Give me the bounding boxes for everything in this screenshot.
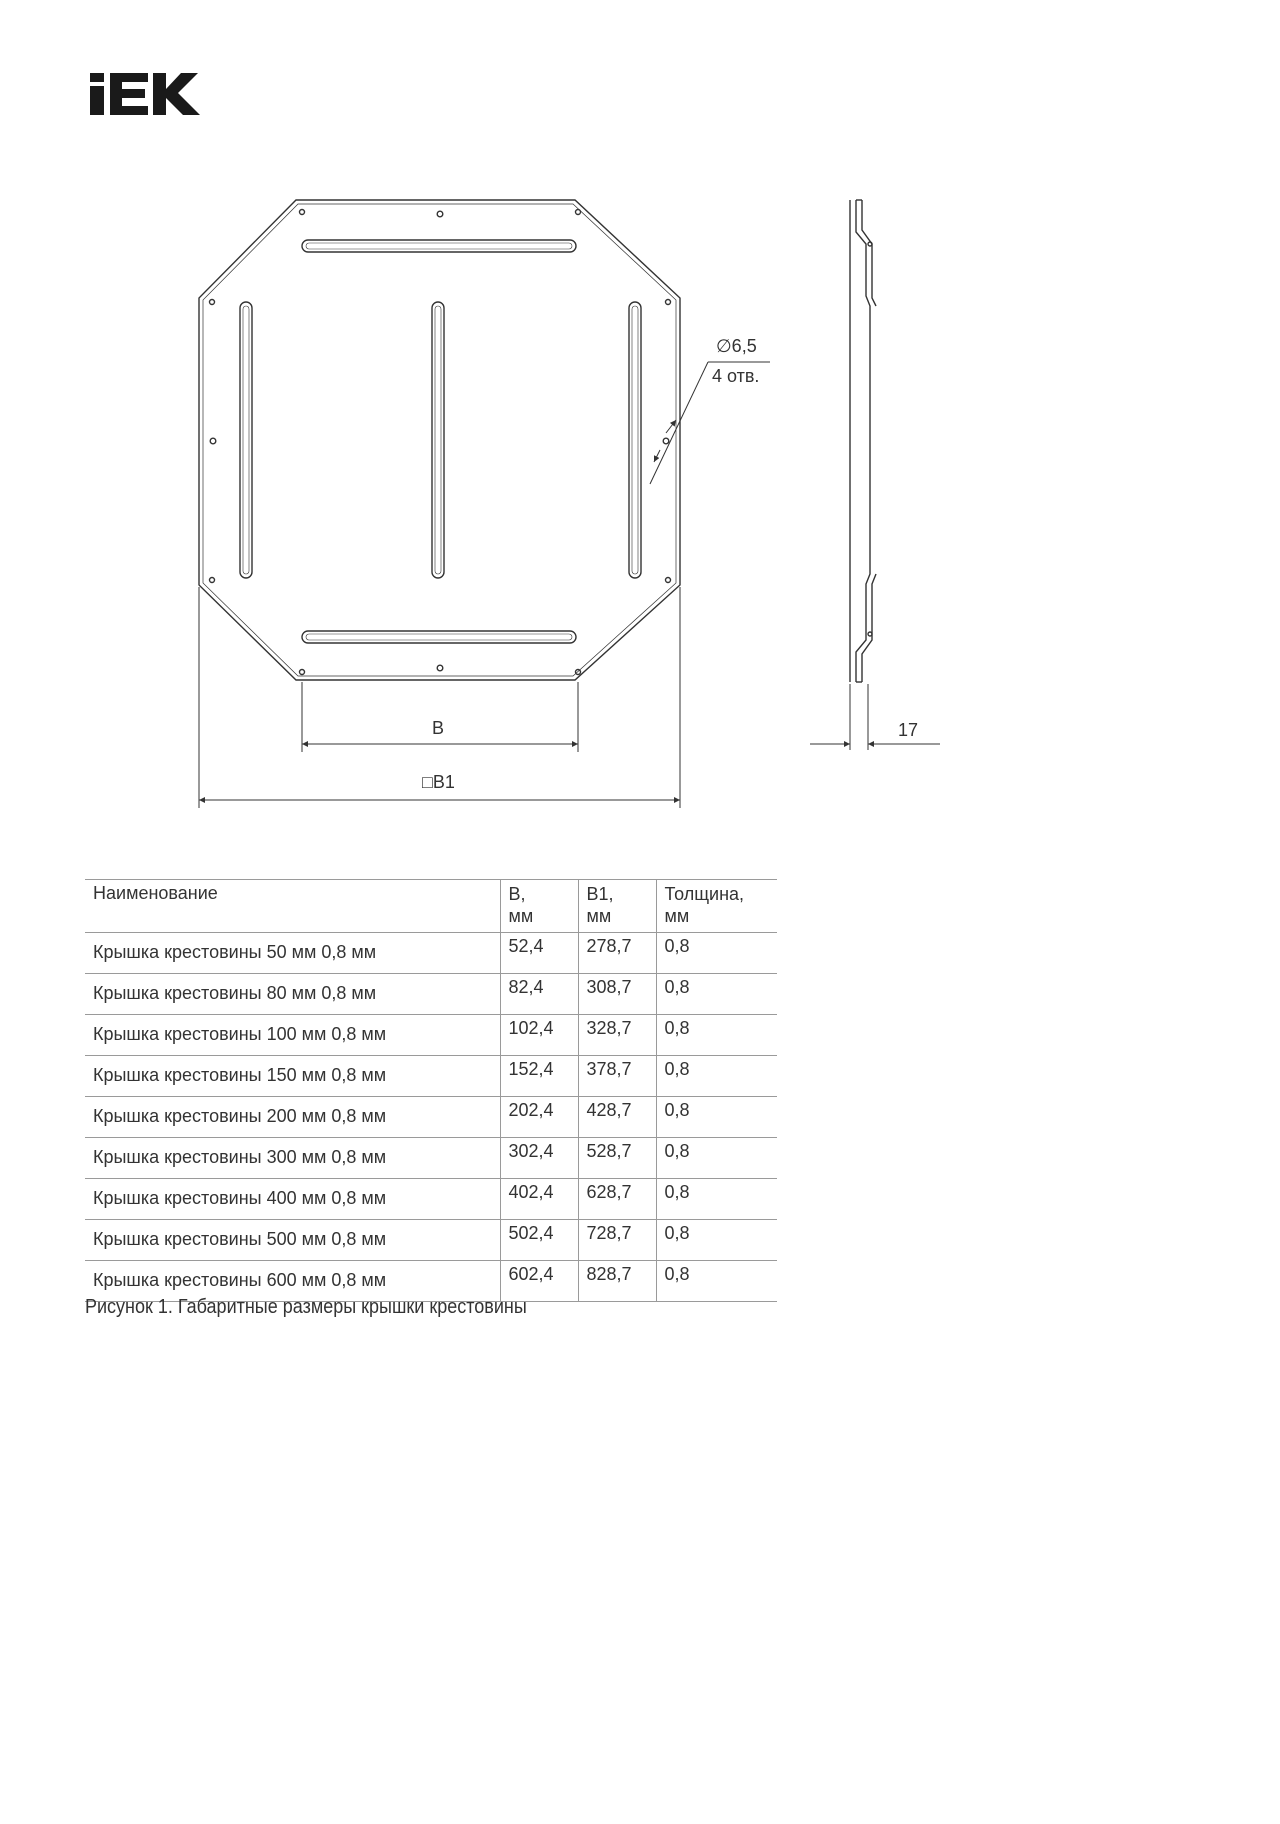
- dimension-b: [302, 682, 578, 752]
- cell-b1: 308,7: [578, 974, 656, 1015]
- cover-plate-side-view: [850, 200, 876, 682]
- dimension-depth: [810, 684, 940, 750]
- cell-name: Крышка крестовины 300 мм 0,8 мм: [85, 1138, 500, 1179]
- cell-thickness: 0,8: [656, 974, 777, 1015]
- cell-thickness: 0,8: [656, 1261, 777, 1302]
- table-row: [85, 1220, 777, 1261]
- cell-b: 202,4: [500, 1097, 578, 1138]
- header-b: B, мм: [500, 880, 578, 933]
- cell-name: Крышка крестовины 400 мм 0,8 мм: [85, 1179, 500, 1220]
- cell-b: 102,4: [500, 1015, 578, 1056]
- cell-name: Крышка крестовины 50 мм 0,8 мм: [85, 933, 500, 974]
- table-row: [85, 1056, 777, 1097]
- table-row: [85, 1015, 777, 1056]
- cell-b: 52,4: [500, 933, 578, 974]
- cell-name: Крышка крестовины 200 мм 0,8 мм: [85, 1097, 500, 1138]
- cell-thickness: 0,8: [656, 1179, 777, 1220]
- hole-diameter-label: ∅6,5: [716, 336, 757, 356]
- cell-b1: 428,7: [578, 1097, 656, 1138]
- cell-b: 152,4: [500, 1056, 578, 1097]
- cell-thickness: 0,8: [656, 1097, 777, 1138]
- cell-thickness: 0,8: [656, 1220, 777, 1261]
- table-header-row: [85, 880, 777, 933]
- cell-thickness: 0,8: [656, 1138, 777, 1179]
- table-row: [85, 974, 777, 1015]
- header-thickness: Толщина, мм: [656, 880, 777, 933]
- cell-b: 402,4: [500, 1179, 578, 1220]
- table-row: [85, 1097, 777, 1138]
- cell-thickness: 0,8: [656, 1015, 777, 1056]
- cell-b1: 378,7: [578, 1056, 656, 1097]
- cell-name: Крышка крестовины 80 мм 0,8 мм: [85, 974, 500, 1015]
- cell-b1: 628,7: [578, 1179, 656, 1220]
- technical-drawing: [0, 0, 1280, 840]
- cell-b: 302,4: [500, 1138, 578, 1179]
- cell-b: 502,4: [500, 1220, 578, 1261]
- table-row: [85, 1138, 777, 1179]
- specs-table: [85, 879, 777, 1302]
- hole-count-label: 4 отв.: [712, 366, 760, 386]
- dimension-depth-label: 17: [898, 720, 919, 740]
- figure-caption: Рисунок 1. Габаритные размеры крышки крестовины: [85, 1296, 527, 1318]
- cell-b1: 828,7: [578, 1261, 656, 1302]
- table-row: [85, 1179, 777, 1220]
- header-b1: B1, мм: [578, 880, 656, 933]
- table-row: [85, 933, 777, 974]
- dimension-b1-label: □B1: [422, 772, 455, 792]
- cell-name: Крышка крестовины 600 мм 0,8 мм: [85, 1261, 500, 1302]
- cell-b1: 728,7: [578, 1220, 656, 1261]
- cell-b: 82,4: [500, 974, 578, 1015]
- cell-thickness: 0,8: [656, 933, 777, 974]
- cell-name: Крышка крестовины 100 мм 0,8 мм: [85, 1015, 500, 1056]
- cell-b1: 278,7: [578, 933, 656, 974]
- cell-b1: 528,7: [578, 1138, 656, 1179]
- cell-b: 602,4: [500, 1261, 578, 1302]
- header-name: Наименование: [85, 880, 500, 933]
- cover-plate-front-view: [199, 200, 680, 680]
- cell-b1: 328,7: [578, 1015, 656, 1056]
- dimension-b-label: B: [432, 718, 445, 738]
- cell-name: Крышка крестовины 500 мм 0,8 мм: [85, 1220, 500, 1261]
- cell-thickness: 0,8: [656, 1056, 777, 1097]
- cell-name: Крышка крестовины 150 мм 0,8 мм: [85, 1056, 500, 1097]
